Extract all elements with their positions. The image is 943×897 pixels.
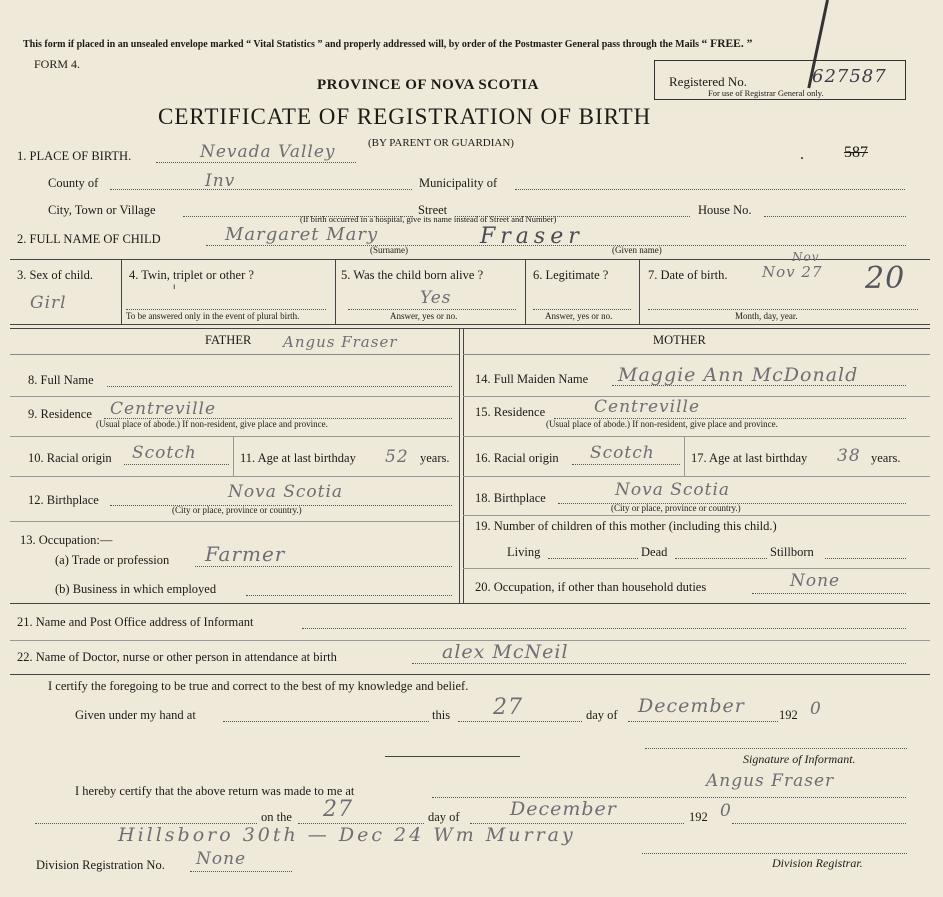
alive-label: 5. Was the child born alive ? xyxy=(341,268,484,282)
mother-racial-line xyxy=(572,464,680,465)
parents-top-rule xyxy=(10,328,930,329)
divider xyxy=(335,259,336,324)
dob-label: 7. Date of birth. xyxy=(648,268,728,282)
mother-birthplace-value: Nova Scotia xyxy=(615,480,731,500)
day1-line xyxy=(458,721,582,722)
mother-residence-value: Centreville xyxy=(594,397,701,417)
mother-birthplace-note: (City or place, province or country.) xyxy=(611,503,741,513)
child-given-value: Margaret Mary xyxy=(225,224,379,245)
mother-occupation-line xyxy=(752,593,906,594)
mother-children-label: 19. Number of children of this mother (including this child.) xyxy=(475,519,777,533)
twin-note: To be answered only in the event of plural birth. xyxy=(126,311,300,321)
alive-line xyxy=(348,309,516,310)
informant-label: 21. Name and Post Office address of Informant xyxy=(17,615,254,629)
surname-caption: (Surname) xyxy=(370,245,408,255)
legitimate-label: 6. Legitimate ? xyxy=(533,268,609,282)
on-the-label: on the xyxy=(261,810,292,824)
father-residence-label: 9. Residence xyxy=(28,407,92,421)
dob-month-above: Nov xyxy=(792,250,820,264)
mother-occupation-value: None xyxy=(790,571,841,591)
father-business-line xyxy=(246,595,452,596)
form-number: FORM 4. xyxy=(34,57,81,71)
this-label: this xyxy=(432,708,451,722)
legitimate-note: Answer, yes or no. xyxy=(545,311,613,321)
living-line xyxy=(548,558,638,559)
father-name-line xyxy=(107,386,452,387)
place-of-birth-label: 1. PLACE OF BIRTH. xyxy=(17,149,132,163)
registered-label: Registered No. xyxy=(669,74,747,89)
twin-line xyxy=(126,309,326,310)
father-trade-label: (a) Trade or profession xyxy=(55,553,170,567)
street-label: Street xyxy=(418,203,448,217)
year1-value: 0 xyxy=(810,699,822,719)
registrar-note: Hillsboro 30th — Dec 24 Wm Murray xyxy=(118,824,576,846)
margin-number: 587 xyxy=(844,144,868,161)
father-racial-line xyxy=(124,464,229,465)
doctor-value: alex McNeil xyxy=(442,641,569,663)
day-of-label-2: day of xyxy=(428,810,460,824)
dob-note: Month, day, year. xyxy=(735,311,798,321)
parents-bottom-rule xyxy=(10,603,930,604)
informant-signature-line xyxy=(645,748,907,749)
mother-maiden-value: Maggie Ann McDonald xyxy=(618,364,859,386)
dob-value: Nov 27 xyxy=(762,263,823,281)
place-of-birth-line xyxy=(156,162,356,163)
house-line xyxy=(764,216,906,217)
father-trade-value: Farmer xyxy=(205,542,286,566)
stillborn-line xyxy=(825,558,906,559)
living-label: Living xyxy=(507,545,541,559)
rule xyxy=(10,521,459,522)
div-reg-line xyxy=(190,871,292,872)
mother-age-value: 38 xyxy=(837,446,861,466)
mother-years: years. xyxy=(871,451,901,465)
doctor-line xyxy=(412,663,906,664)
divider xyxy=(684,436,685,476)
mother-racial-label: 16. Racial origin xyxy=(475,451,559,465)
dead-label: Dead xyxy=(641,545,668,559)
doctor-label: 22. Name of Doctor, nurse or other person in attendance at birth xyxy=(17,650,337,664)
informant-signature-value: Angus Fraser xyxy=(706,771,835,791)
father-residence-note: (Usual place of abode.) If non-resident, give place and province. xyxy=(96,419,328,429)
rule xyxy=(10,476,459,477)
mother-occupation-label: 20. Occupation, if other than household duties xyxy=(475,580,707,594)
dob-year: 20 xyxy=(865,261,906,296)
parents-divider xyxy=(459,328,460,603)
certificate-subtitle: (BY PARENT OR GUARDIAN) xyxy=(368,137,514,149)
sex-label: 3. Sex of child. xyxy=(17,268,94,282)
hospital-note: (If birth occurred in a hospital, give its name instead of Street and Number) xyxy=(300,214,557,224)
father-business-label: (b) Business in which employed xyxy=(55,582,217,596)
mother-residence-note: (Usual place of abode.) If non-resident, give place and province. xyxy=(546,419,778,429)
father-age-value: 52 xyxy=(385,447,409,467)
div-reg-label: Division Registration No. xyxy=(36,858,165,872)
separator-rule xyxy=(385,756,520,757)
house-label: House No. xyxy=(698,203,752,217)
margin-mark: . xyxy=(800,146,804,163)
stillborn-label: Stillborn xyxy=(770,545,814,559)
year1-prefix: 192 xyxy=(779,708,798,722)
registrar-signature-line xyxy=(642,853,907,854)
day2-value: 27 xyxy=(323,797,353,822)
rule xyxy=(10,674,930,675)
certify-text: I certify the foregoing to be true and correct to the best of my knowledge and belief. xyxy=(48,679,469,693)
rule xyxy=(463,436,930,437)
dob-line xyxy=(648,309,918,310)
hereby-line xyxy=(432,797,906,798)
mother-racial-value: Scotch xyxy=(590,443,655,463)
mother-residence-label: 15. Residence xyxy=(475,405,546,419)
registrar-use-note: For use of Registrar General only. xyxy=(708,88,824,98)
mother-heading-rule xyxy=(463,354,930,355)
year2-line xyxy=(732,823,906,824)
child-name-label: 2. FULL NAME OF CHILD xyxy=(17,232,161,246)
div-reg-value: None xyxy=(196,849,247,869)
mother-maiden-label: 14. Full Maiden Name xyxy=(475,372,589,386)
mother-age-label: 17. Age at last birthday xyxy=(691,451,808,465)
alive-value: Yes xyxy=(420,288,452,308)
father-occupation-label: 13. Occupation:— xyxy=(20,533,113,547)
mother-birthplace-label: 18. Birthplace xyxy=(475,491,546,505)
father-age-label: 11. Age at last birthday xyxy=(240,451,356,465)
father-name-label: 8. Full Name xyxy=(28,373,94,387)
twin-value: ' xyxy=(172,282,178,302)
divider xyxy=(233,436,234,476)
province-heading: PROVINCE OF NOVA SCOTIA xyxy=(317,77,539,93)
rule xyxy=(463,568,930,569)
month2-value: December xyxy=(510,798,617,820)
municipality-line xyxy=(515,189,905,190)
day1-value: 27 xyxy=(493,695,523,720)
rule xyxy=(10,436,459,437)
father-birthplace-value: Nova Scotia xyxy=(228,482,344,502)
twin-label: 4. Twin, triplet or other ? xyxy=(129,268,254,282)
father-racial-value: Scotch xyxy=(132,443,197,463)
month1-line xyxy=(628,721,778,722)
city-label: City, Town or Village xyxy=(48,203,156,217)
postal-notice: This form if placed in an unsealed envelope marked “ Vital Statistics ” and properly addressed will, by order of the Postmaster General pass through the Mails “ FREE. ” xyxy=(23,38,753,50)
divider xyxy=(639,259,640,324)
given-caption: (Given name) xyxy=(612,245,662,255)
father-signature: Angus Fraser xyxy=(283,333,398,351)
county-value: Inv xyxy=(205,171,236,191)
father-birthplace-note: (City or place, province or country.) xyxy=(172,505,302,515)
mother-heading: MOTHER xyxy=(653,333,706,347)
county-label: County of xyxy=(48,176,99,190)
legitimate-line xyxy=(533,309,631,310)
year2-value: 0 xyxy=(720,801,732,821)
father-heading: FATHER xyxy=(205,333,252,347)
place-of-birth-value: Nevada Valley xyxy=(200,142,336,162)
given-under-line xyxy=(223,721,429,722)
child-surname-value: Fraser xyxy=(480,224,584,249)
parents-divider xyxy=(463,328,464,603)
alive-note: Answer, yes or no. xyxy=(390,311,458,321)
informant-line xyxy=(302,628,906,629)
county-line xyxy=(110,189,412,190)
year2-prefix: 192 xyxy=(689,810,708,824)
day-of-label: day of xyxy=(586,708,618,722)
divider xyxy=(121,259,122,324)
hereby-text: I hereby certify that the above return was made to me at xyxy=(75,784,355,798)
month1-value: December xyxy=(638,695,745,717)
father-racial-label: 10. Racial origin xyxy=(28,451,112,465)
divider xyxy=(525,259,526,324)
division-registrar-label: Division Registrar. xyxy=(772,856,863,870)
given-under-label: Given under my hand at xyxy=(75,708,196,722)
registered-number: 627587 xyxy=(812,66,887,87)
father-birthplace-label: 12. Birthplace xyxy=(28,493,99,507)
rule xyxy=(463,515,930,516)
rule xyxy=(463,476,930,477)
row-bottom-rule xyxy=(10,324,930,325)
certificate-title: CERTIFICATE OF REGISTRATION OF BIRTH xyxy=(158,104,652,129)
father-trade-line xyxy=(195,566,452,567)
sex-value: Girl xyxy=(30,293,67,313)
dead-line xyxy=(675,558,767,559)
father-years: years. xyxy=(420,451,450,465)
rule xyxy=(10,396,459,397)
father-residence-value: Centreville xyxy=(110,399,217,419)
signature-of-informant: Signature of Informant. xyxy=(743,752,856,766)
father-heading-rule xyxy=(10,354,459,355)
municipality-label: Municipality of xyxy=(419,176,498,190)
